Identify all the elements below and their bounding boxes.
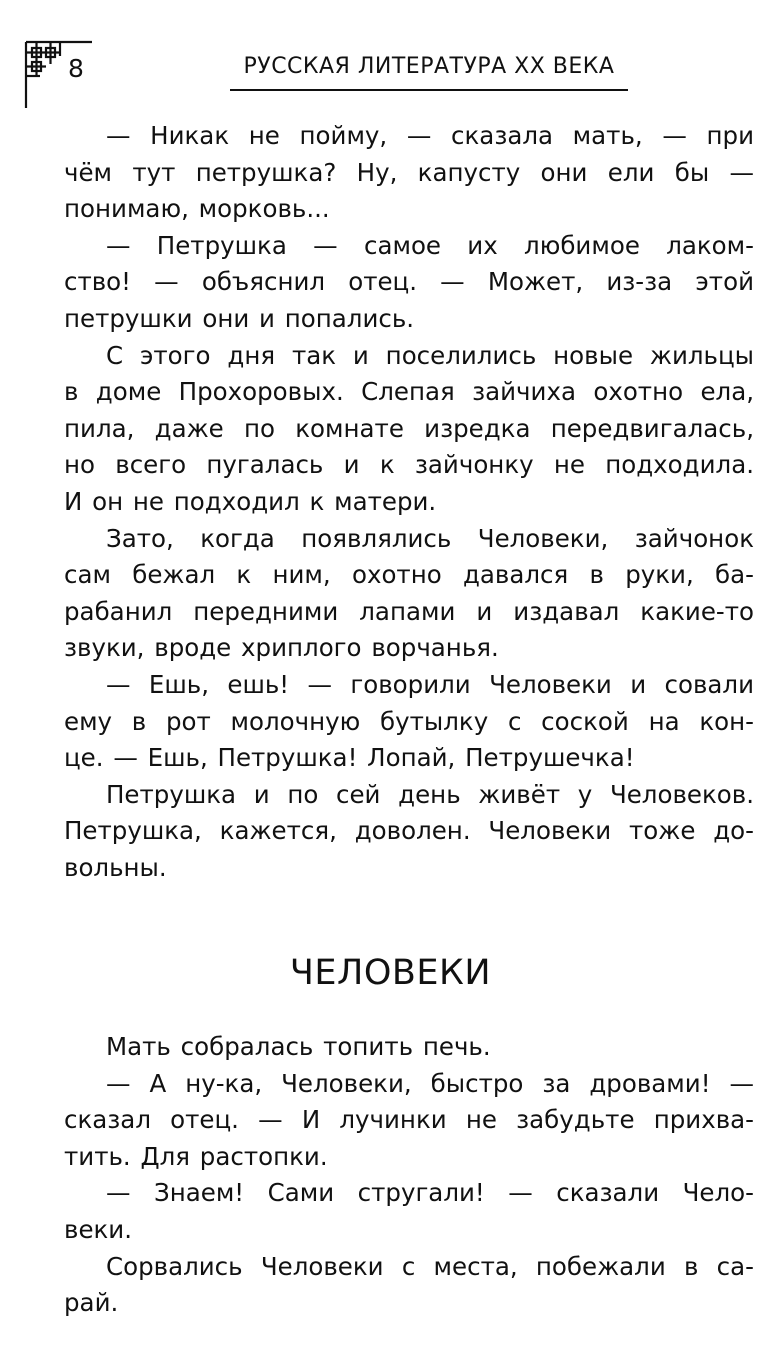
text-line: це. — Ешь, Петрушка! Лопай, Петрушечка! — [64, 743, 635, 773]
running-head-rule — [230, 89, 628, 91]
text-block-2 — [64, 1029, 754, 1322]
text-line: но всего пугалась и к зайчонку не подходила. — [64, 450, 754, 480]
text-line: понимаю, морковь... — [64, 194, 330, 224]
text-line: Сорвались Человеки с места, побежали в са- — [106, 1251, 754, 1281]
text-line: тить. Для растопки. — [64, 1141, 328, 1171]
text-line: в доме Прохоровых. Слепая зайчиха охотно ела, — [64, 377, 754, 407]
text-line: Мать собралась топить печь. — [106, 1032, 491, 1061]
text-line: рабанил передними лапами и издавал какие-то — [64, 596, 754, 626]
text-block-1 — [64, 118, 754, 886]
text-line: Петрушка, кажется, доволен. Человеки тоже до- — [64, 816, 754, 846]
text-line: петрушки они и попались. — [64, 303, 415, 333]
text-line: И он не подходил к матери. — [64, 486, 437, 516]
text-line: веки. — [64, 1214, 133, 1244]
text-line: рай. — [64, 1288, 119, 1318]
text-line: С этого дня так и поселились новые жильцы — [106, 340, 754, 370]
text-line: чём тут петрушка? Ну, капусту они ели бы — — [64, 157, 754, 187]
running-head-title: РУССКАЯ ЛИТЕРАТУРА XX ВЕКА — [243, 54, 615, 79]
text-line: Петрушка и по сей день живёт у Человеков. — [106, 779, 754, 809]
text-line: — Ешь, ешь! — говорили Человеки и совали — [106, 669, 754, 699]
text-line: — Знаем! Сами стругали! — сказали Чело- — [106, 1178, 754, 1208]
text-line: сказал отец. — И лучинки не забудьте прихва- — [64, 1105, 754, 1135]
text-line: — Никак не пойму, — сказала мать, — при — [106, 121, 754, 150]
text-line: — Петрушка — самое их любимое лаком- — [106, 230, 754, 260]
text-line: звуки, вроде хриплого ворчанья. — [64, 633, 499, 663]
text-line: вольны. — [64, 852, 167, 882]
text-line: ему в рот молочную бутылку с соской на кон- — [64, 706, 754, 736]
text-line: Зато, когда появлялись Человеки, зайчонок — [106, 523, 754, 553]
page-number: 8 — [68, 54, 84, 83]
text-line: сам бежал к ним, охотно давался в руки, ба- — [64, 560, 754, 590]
text-line: ство! — объяснил отец. — Может, из-за этой — [64, 267, 754, 297]
text-line: пила, даже по комнате изредка передвигалась, — [64, 413, 754, 443]
text-line: — А ну-ка, Человеки, быстро за дровами! — — [106, 1068, 754, 1098]
section-title: ЧЕЛОВЕКИ — [289, 953, 492, 993]
